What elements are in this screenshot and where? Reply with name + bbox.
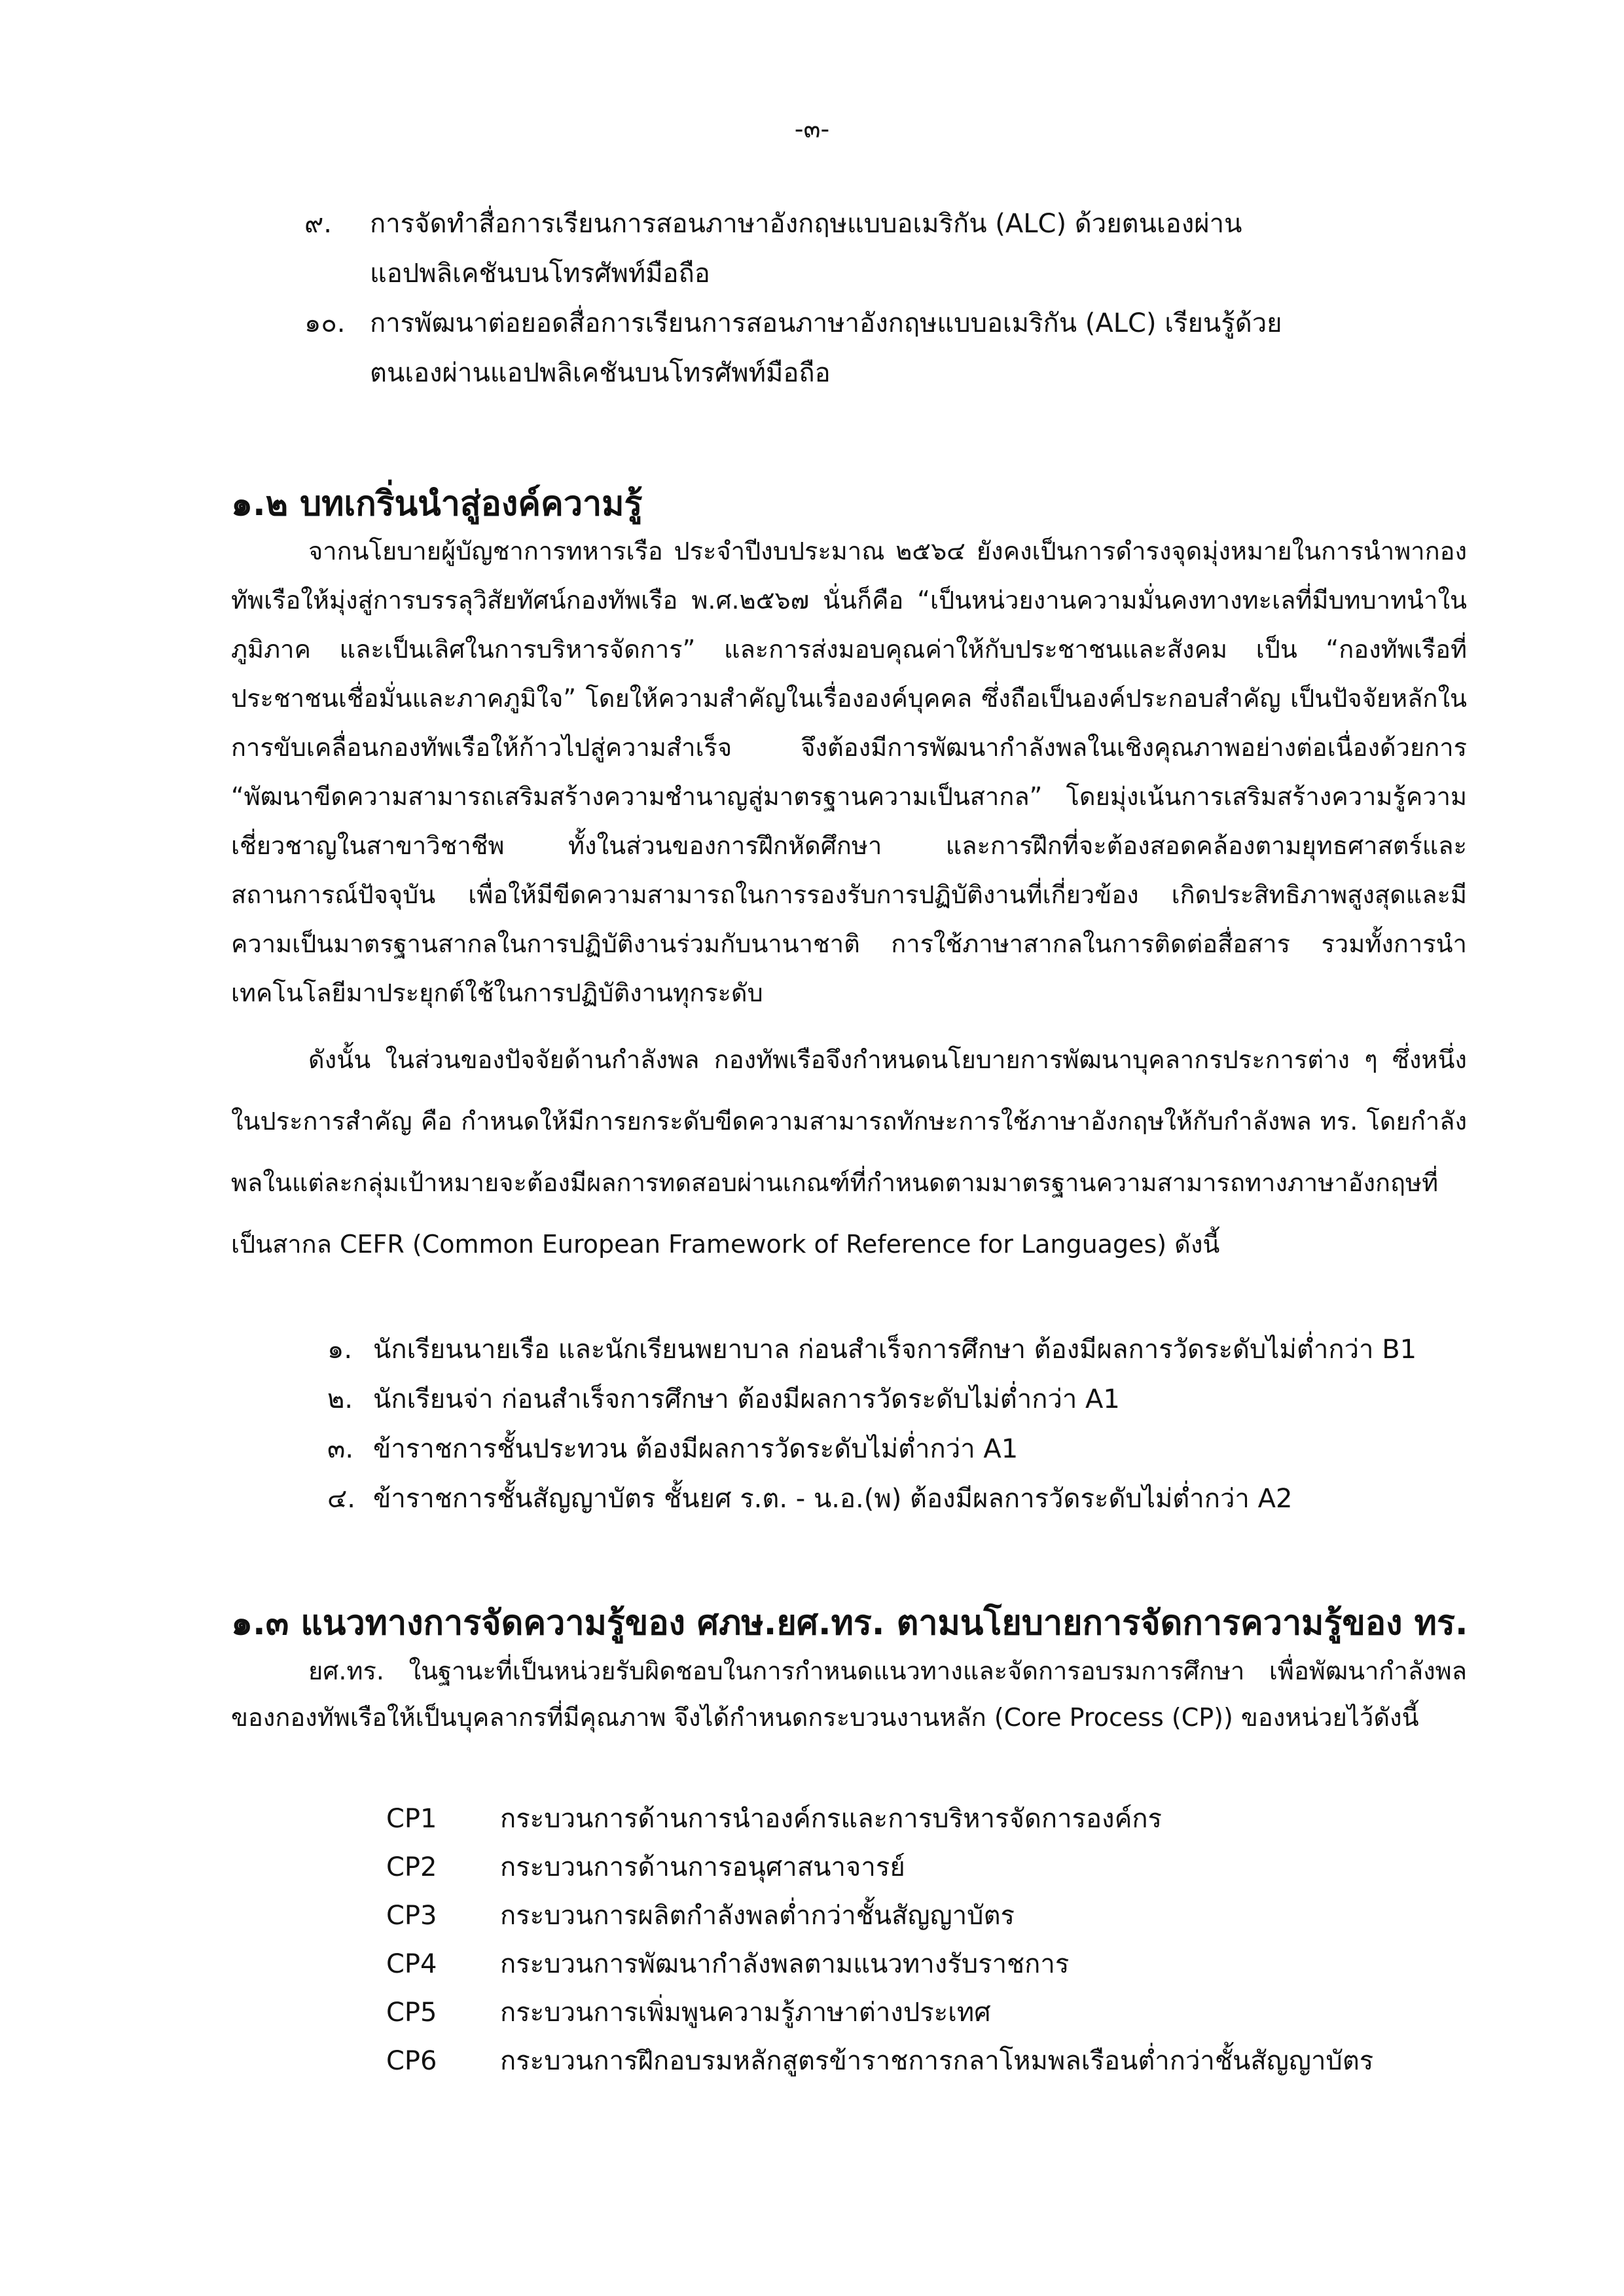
core-process-code: CP2 (386, 1852, 437, 1882)
core-process-code: CP1 (386, 1804, 437, 1834)
goal-number: ๑๐. (304, 308, 346, 338)
requirement-text: นักเรียนจ่า ก่อนสำเร็จการศึกษา ต้องมีผลการวัดระดับไม่ต่ำกว่า A1 (373, 1384, 1120, 1414)
requirement-number: ๒. (327, 1384, 353, 1414)
page-number: -๓- (794, 115, 830, 143)
core-process-text: กระบวนการด้านการอนุศาสนาจารย์ (500, 1852, 905, 1882)
goal-item-9 (304, 199, 1242, 298)
core-process-code: CP6 (386, 2046, 437, 2076)
goal-line: แอปพลิเคชันบนโทรศัพท์มือถือ (370, 259, 710, 289)
section-1-2-paragraph-1: จากนโยบายผู้บัญชาการทหารเรือ ประจำปีงบประมาณ ๒๕๖๔ ยังคงเป็นการดำรงจุดมุ่งหมายในการนำพากองทัพเรือให้มุ่งสู่การบรรลุวิสัยทัศน์กองทัพเรือ พ.ศ.๒๕๖๗ นั่นก็คือ “เป็นหน่วยงานความมั่นคงทางทะเลที่มีบทบาทนำในภูมิภาค และเป็นเลิศในการบริหารจัดการ” และการส่งมอบคุณค่าให้กับประชาชนและสังคม เป็น “กองทัพเรือที่ประชาชนเชื่อมั่นและภาคภูมิใจ” โดยให้ความสำคัญในเรื่ององค์บุคคล ซึ่งถือเป็นองค์ประกอบสำคัญ เป็นปัจจัยหลักในการขับเคลื่อนกองทัพเรือให้ก้าวไปสู่ความสำเร็จ จึงต้องมีการพัฒนากำลังพลในเชิงคุณภาพอย่างต่อเนื่องด้วยการ “พัฒนาขีดความสามารถเสริมสร้างความชำนาญสู่มาตรฐานความเป็นสากล” โดยมุ่งเน้นการเสริมสร้างความรู้ความเชี่ยวชาญในสาขาวิชาชีพ ทั้งในส่วนของการฝึกหัดศึกษา และการฝึกที่จะต้องสอดคล้องตามยุทธศาสตร์และสถานการณ์ปัจจุบัน เพื่อให้มีขีดความสามารถในการรองรับการปฏิบัติงานที่เกี่ยวข้อง เกิดประสิทธิภาพสูงสุดและมีความเป็นมาตรฐานสากลในการปฏิบัติงานร่วมกับนานาชาติ การใช้ภาษาสากลในการติดต่อสื่อสาร รวมทั้งการนำเทคโนโลยีมาประยุกต์ใช้ในการปฏิบัติงานทุกระดับ (231, 537, 1467, 1007)
requirement-item (327, 1325, 1416, 1374)
requirement-number: ๓. (327, 1434, 354, 1464)
requirement-text: ข้าราชการชั้นสัญญาบัตร ชั้นยศ ร.ต. - น.อ.(พ) ต้องมีผลการวัดระดับไม่ต่ำกว่า A2 (373, 1484, 1293, 1514)
requirement-item (327, 1424, 1018, 1474)
core-process-text: กระบวนการเพิ่มพูนความรู้ภาษาต่างประเทศ (500, 1998, 991, 2028)
goal-item-10 (304, 298, 1282, 398)
section-heading-1-2: ๑.๒ บทเกริ่นนำสู่องค์ความรู้ (231, 484, 643, 524)
core-process-text: กระบวนการด้านการนำองค์กรและการบริหารจัดการองค์กร (500, 1804, 1163, 1834)
requirement-text: นักเรียนนายเรือ และนักเรียนพยาบาล ก่อนสำเร็จการศึกษา ต้องมีผลการวัดระดับไม่ต่ำกว่า B1 (373, 1335, 1417, 1365)
core-process-text: กระบวนการผลิตกำลังพลต่ำกว่าชั้นสัญญาบัตร (500, 1901, 1015, 1931)
section-1-2-paragraph-2: ดังนั้น ในส่วนของปัจจัยด้านกำลังพล กองทัพเรือจึงกำหนดนโยบายการพัฒนาบุคลากรประการต่าง ๆ ซึ่งหนึ่งในประการสำคัญ คือ กำหนดให้มีการยกระดับขีดความสามารถทักษะการใช้ภาษาอังกฤษให้กับกำลังพล ทร. โดยกำลังพลในแต่ละกลุ่มเป้าหมายจะต้องมีผลการทดสอบผ่านเกณฑ์ที่กำหนดตามมาตรฐานความสามารถทางภาษาอังกฤษที่เป็นสากล CEFR (Common European Framework of Reference for Languages) ดังนี้ (231, 1045, 1467, 1259)
core-process-text: กระบวนการพัฒนากำลังพลตามแนวทางรับราชการ (500, 1949, 1070, 1979)
goal-number: ๙. (304, 209, 333, 239)
core-process-code: CP4 (386, 1949, 437, 1979)
section-1-3-paragraph: ยศ.ทร. ในฐานะที่เป็นหน่วยรับผิดชอบในการกำหนดแนวทางและจัดการอบรมการศึกษา เพื่อพัฒนากำลังพลของกองทัพเรือให้เป็นบุคลากรที่มีคุณภาพ จึงได้กำหนดกระบวนงานหลัก (Core Process (CP)) ของหน่วยไว้ดังนี้ (231, 1657, 1467, 1732)
requirement-item (327, 1374, 1120, 1424)
requirement-item (327, 1474, 1292, 1524)
core-process-code: CP3 (386, 1901, 437, 1931)
goal-line: ตนเองผ่านแอปพลิเคชันบนโทรศัพท์มือถือ (370, 358, 831, 388)
core-process-text: กระบวนการฝึกอบรมหลักสูตรข้าราชการกลาโหมพลเรือนต่ำกว่าชั้นสัญญาบัตร (500, 2046, 1374, 2076)
section-heading-1-3: ๑.๓ แนวทางการจัดความรู้ของ ศภษ.ยศ.ทร. ตามนโยบายการจัดการความรู้ของ ทร. (231, 1604, 1468, 1643)
goal-line: การพัฒนาต่อยอดสื่อการเรียนการสอนภาษาอังกฤษแบบอเมริกัน (ALC) เรียนรู้ด้วย (370, 308, 1282, 338)
requirement-text: ข้าราชการชั้นประทวน ต้องมีผลการวัดระดับไม่ต่ำกว่า A1 (373, 1434, 1019, 1464)
requirement-number: ๔. (327, 1484, 355, 1514)
core-process-code: CP5 (386, 1998, 437, 2028)
goal-line: การจัดทำสื่อการเรียนการสอนภาษาอังกฤษแบบอเมริกัน (ALC) ด้วยตนเองผ่าน (370, 209, 1242, 239)
requirement-number: ๑. (327, 1335, 353, 1365)
